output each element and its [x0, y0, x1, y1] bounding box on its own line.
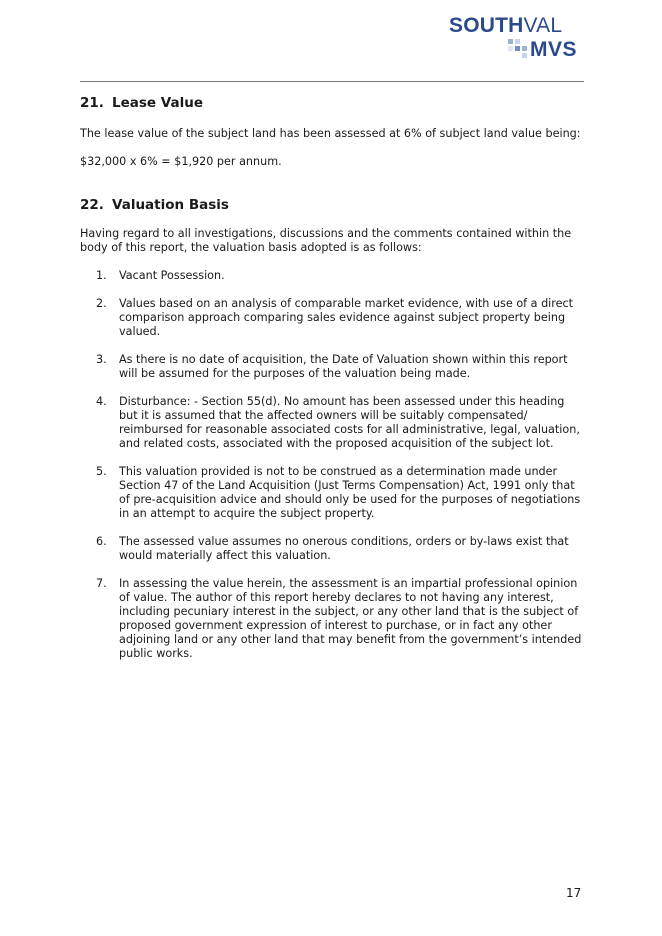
section-22-heading: 22. Valuation Basis	[80, 197, 229, 213]
page-number: 17	[566, 886, 582, 900]
list-item: 7. In assessing the value herein, the assessment is an impartial professional opinion of value. The author of this report hereby declares to not having any interest, including pecuniary interest in the subject, or any other land that is the subject of proposed government expression of interest to purchase, or in fact any other adjoining land or any other land that may benefit from the government’s intended public works.	[96, 577, 582, 660]
list-item: 4. Disturbance: - Section 55(d). No amount has been assessed under this heading but it is assumed that the affected owners will be suitably compensated/ reimbursed for reasonable associated costs for all administrative, legal, valuation, and related costs, associated with the proposed acquisition of the subject lot.	[96, 395, 580, 450]
section-21-paragraph-2: $32,000 x 6% = $1,920 per annum.	[80, 155, 282, 168]
list-item: 6. The assessed value assumes no onerous conditions, orders or by-laws exist that would materially affect this valuation.	[96, 535, 569, 562]
list-item: 5. This valuation provided is not to be construed as a determination made under Section 47 of the Land Acquisition (Just Terms Compensation) Act, 1991 only that of pre-acquisition advice and should only be used for the purposes of negotiations in an attempt to acquire the subject property.	[96, 465, 581, 520]
list-item: 3. As there is no date of acquisition, the Date of Valuation shown within this report will be assumed for the purposes of the valuation being made.	[96, 353, 568, 380]
section-22-intro: Having regard to all investigations, discussions and the comments contained within the body of this report, the valuation basis adopted is as follows:	[80, 227, 572, 254]
company-logo	[449, 14, 584, 62]
logo-text-mvs: MVS	[530, 38, 578, 61]
valuation-basis-list	[80, 269, 585, 661]
header-divider	[80, 81, 584, 82]
list-item: 1. Vacant Possession.	[96, 269, 225, 282]
list-item: 2. Values based on an analysis of comparable market evidence, with use of a direct comparison approach comparing sales evidence against subject property being valued.	[96, 297, 574, 338]
document-body	[80, 94, 585, 675]
logo-dots-icon	[507, 38, 529, 60]
section-21-paragraph-1: The lease value of the subject land has been assessed at 6% of subject land value being:	[80, 127, 581, 140]
section-21-heading: 21. Lease Value	[80, 95, 203, 111]
logo-text-southval: SOUTHVAL	[449, 14, 563, 37]
